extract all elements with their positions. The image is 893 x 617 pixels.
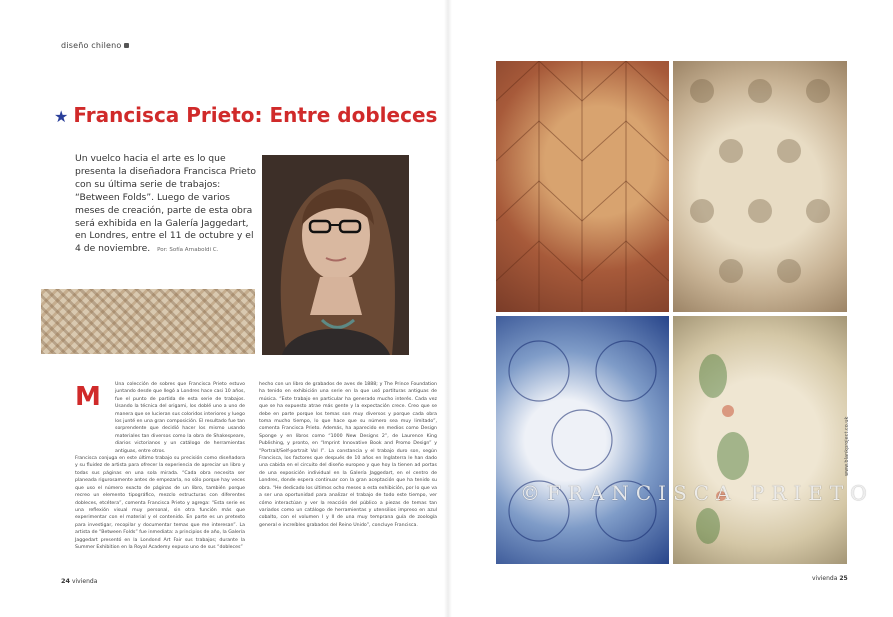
copyright-watermark: ©FRANCISCA PRIETO: [520, 481, 874, 505]
folio-left: 24 vivienda: [61, 577, 98, 585]
article-lede: Un vuelco hacia el arte es lo que presenta la diseñadora Francisca Prieto con su última serie de trabajos: “Between Folds”. Luego de varios meses de creación, parte de esta obra será exhibida en la Galería Jaggedart, en Londres, entre el 11 de octubre y el 4 de noviembre. Por: Sofía Arnaboldi C.: [75, 153, 257, 255]
artwork-photo-bottom-left: [496, 316, 669, 564]
portrait-photo: [262, 155, 409, 355]
side-url: www.blankproject.co.uk: [844, 416, 850, 476]
body-paragraph-2: Francisca conjuga en este último trabajo su precisión como diseñadora y su fluidez de artista para ofrecer la experiencia de apreciar un libro y todas sus páginas en una sola mirada. “Cada obra necesita ser planeada rigurosamente antes de empezarla, no sólo porque hay veces que uso el número exacto de páginas de un libro, también porque recreo un elemento tipográfico, mezclo estructuras con diferentes dobleces, etcétera”, comenta Francisca Prieto y agrega: “Esta serie es una reflexión visual muy personal, sin otra función más que experimentar con el material y el contenido. En parte es un pretexto para investigar, recopilar y documentar temas que me interesan”. La artista de “Between Folds” fue inmediata: a principios de año, la Galería Jaggedart presentó en la Londond Art Fair sus trabajos; durante la Summer Exhibition en la Royal Academy expuso uno de sus “dobleces”: [75, 456, 245, 550]
star-icon: ★: [54, 107, 69, 126]
byline: Por: Sofía Arnaboldi C.: [157, 247, 219, 254]
article-title: ★ Francisca Prieto: Entre dobleces: [54, 103, 438, 127]
folio-right: vivienda 25: [812, 575, 848, 582]
folded-artwork-strip: [41, 289, 255, 354]
artwork-photo-top-left: [496, 61, 669, 312]
section-mark-icon: [124, 43, 129, 48]
body-column-1: [75, 381, 245, 551]
portrait-illustration: [262, 155, 409, 355]
body-paragraph-1: Una colección de sobres que Francisca Prieto estuvo juntando desde que llegó a Londres hace casi 10 años, fue el punto de partida de esta serie de trabajos. Usando la técnica del origami, los doblé uno a uno de manera que se lucieran sus coloridos interiores y luego los junté en una gran composición. El resultado fue tan sorprendente que decidió hacer los mismo usando materiales tan diversos como la obra de Shakespeare, diarios victorianos y un catálogo de herramientas antiguas, entre otros.: [115, 382, 245, 454]
section-label: diseño chileno: [61, 41, 129, 50]
page-gutter: [444, 0, 452, 617]
body-paragraph-3: hecho con un libro de grabados de aves de 1888; y The Prince Foundation ha tenido en exhibición una serie en la que usó partituras antiguas de música. “Este trabajo en particular ha generado mucho interés. Cada vez que se ha expuesto atrae más gente y la expectación crece. Creo que se debe en parte porque los temas son muy diversos y porque cada obra toma mucho tiempo, lo que hace que su número sea muy limitado”, comenta Francisca Prieto. Además, ha aparecido en medios como Design Sponge y en libros como “1000 New Designs 2”, de Laurence King Publishing, y pronto, en “Imprint Innovative Book and Promo Design” y “Portrait/Self-portrait Vol I”. La constancia y el trabajo duro son, según Francisca, los factores que después de 10 años en Inglaterra le han dado una cabida en el circuito del diseño europeo y que hoy la tienen ad portas de una exposición individual en la Galería Jaggedart, en el centro de Londres, donde espera continuar con la gran aceptación que ha tenido su obra. “He dedicado los últimos ocho meses a esta exhibición, por lo que va a ser una oportunidad para analizar el trabajo de todo este tiempo, ver cómo interactúan y ver la reacción del público a piezas de temas tan variados como un catálogo de herramientas y utensilios impreso en azul cobalto, con el volumen I y II de una muy temprana guía de zoología general e increíbles grabados del Reino Unido”, concluye Francisca.: [259, 382, 437, 528]
artwork-photo-top-right: [673, 61, 847, 312]
drop-cap: M: [75, 382, 101, 412]
body-column-2: [259, 381, 437, 529]
artwork-photo-bottom-right: [673, 316, 847, 564]
